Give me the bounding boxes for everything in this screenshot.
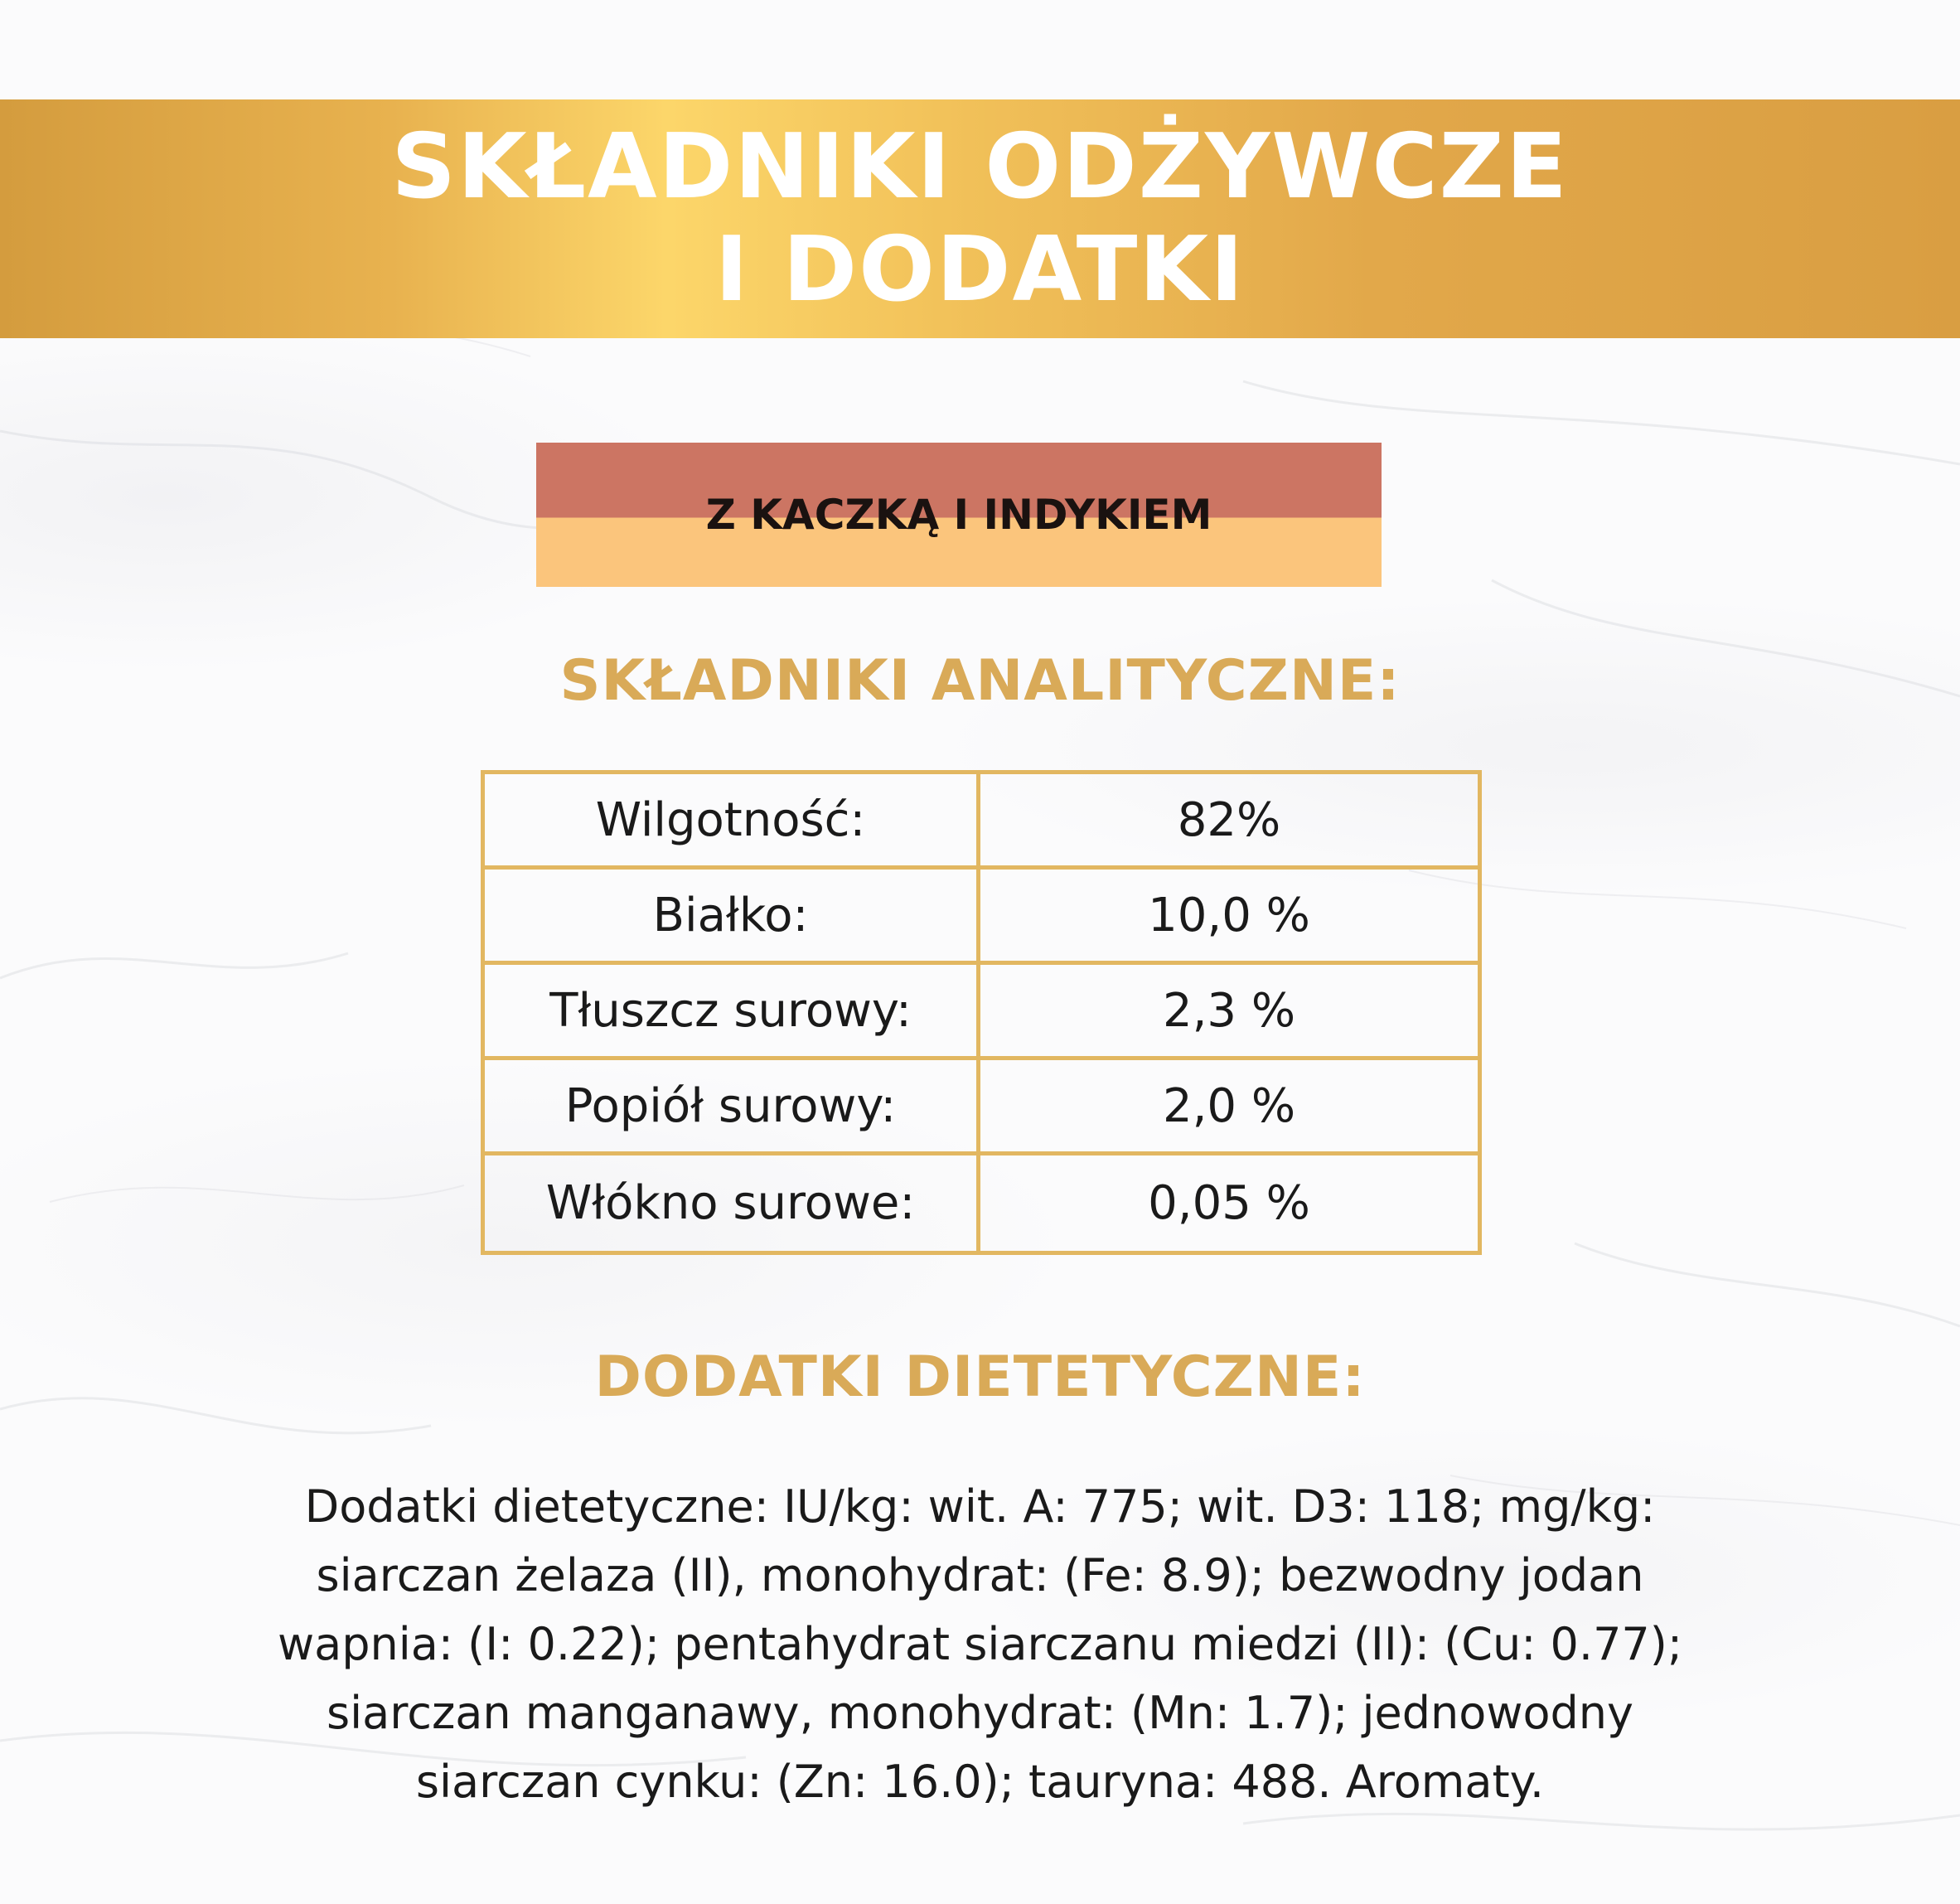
table-row-label: Tłuszcz surowy: [485,965,980,1060]
table-row-label: Białko: [485,870,980,965]
banner-title-line-1: SKŁADNIKI ODŻYWCZE [391,115,1569,219]
table-row-value: 10,0 % [980,870,1478,965]
table-row-label: Włókno surowe: [485,1155,980,1251]
table-row-value: 2,0 % [980,1060,1478,1155]
additives-line: Dodatki dietetyczne: IU/kg: wit. A: 775; wit. D3: 118; mg/kg: [304,1480,1656,1533]
additives-line: siarczan cynku: (Zn: 16.0); tauryna: 488. Aromaty. [415,1756,1545,1808]
analytic-section-title: SKŁADNIKI ANALITYCZNE: [559,648,1401,714]
banner-title-line-2: I DODATKI [714,218,1246,322]
title-banner [0,99,1960,338]
additives-paragraph [166,1472,1794,1816]
additives-line: siarczan manganawy, monohydrat: (Mn: 1.7); jednowodny [327,1687,1633,1739]
table-row-value: 0,05 % [1148,1176,1310,1230]
table-row-value: 82% [980,774,1478,870]
additives-line: wapnia: (I: 0.22); pentahydrat siarczanu miedzi (II): (Cu: 0.77); [277,1618,1683,1670]
table-row-value: 2,3 % [980,965,1478,1060]
variant-label: Z KACZKĄ I INDYKIEM [705,491,1212,539]
analytic-table [481,770,1482,1255]
variant-badge [536,443,1382,587]
table-row-label: Wilgotność: [485,774,980,870]
additives-line: siarczan żelaza (II), monohydrat: (Fe: 8.9); bezwodny jodan [316,1549,1644,1601]
table-row-label: Popiół surowy: [485,1060,980,1155]
additives-section-title: DODATKI DIETETYCZNE: [594,1344,1366,1410]
